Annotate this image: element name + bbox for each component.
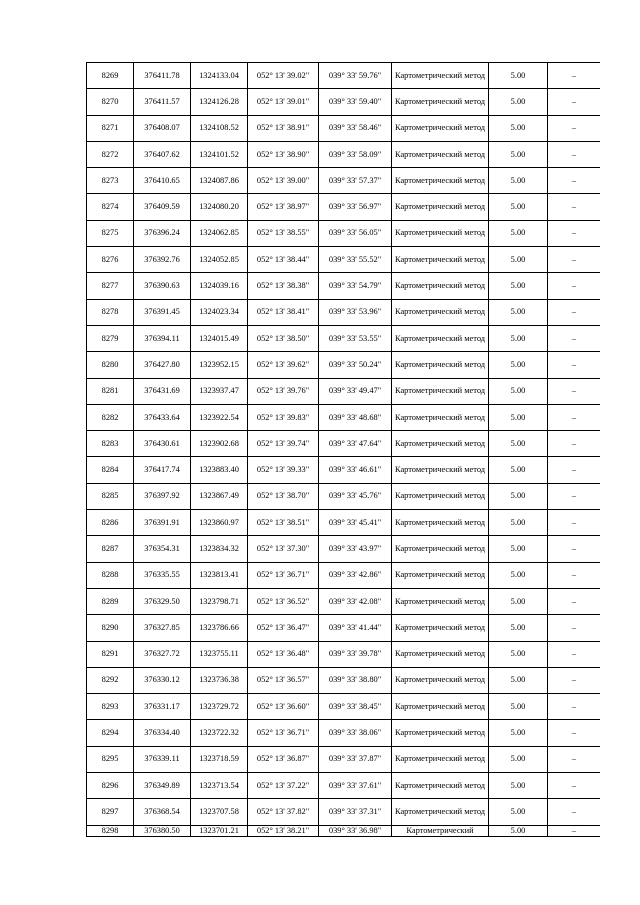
method-cell: Картометрический метод [392,615,489,641]
y-coordinate-cell: 1323718.59 [191,746,248,772]
note-cell: – [548,89,601,115]
longitude-cell: 039° 33' 45.76" [319,483,392,509]
y-coordinate-cell: 1324062.85 [191,220,248,246]
x-coordinate-cell: 376409.59 [134,194,191,220]
longitude-cell: 039° 33' 38.45" [319,694,392,720]
accuracy-cell: 5.00 [489,431,548,457]
y-coordinate-cell: 1324101.52 [191,141,248,167]
point-number-cell: 8273 [87,168,134,194]
point-number-cell: 8276 [87,247,134,273]
note-cell: – [548,588,601,614]
note-cell: – [548,483,601,509]
point-number-cell: 8283 [87,431,134,457]
table-row [87,89,601,115]
accuracy-cell: 5.00 [489,378,548,404]
latitude-cell: 052° 13' 36.48" [248,641,319,667]
table-row [87,483,601,509]
x-coordinate-cell: 376411.57 [134,89,191,115]
y-coordinate-cell: 1323867.49 [191,483,248,509]
longitude-cell: 039° 33' 47.64" [319,431,392,457]
x-coordinate-cell: 376430.61 [134,431,191,457]
method-cell: Картометрический метод [392,720,489,746]
table-row [87,168,601,194]
y-coordinate-cell: 1323834.32 [191,536,248,562]
y-coordinate-cell: 1323860.97 [191,510,248,536]
y-coordinate-cell: 1323729.72 [191,694,248,720]
longitude-cell: 039° 33' 54.79" [319,273,392,299]
longitude-cell: 039° 33' 45.41" [319,510,392,536]
table-row [87,588,601,614]
latitude-cell: 052° 13' 39.33" [248,457,319,483]
point-number-cell: 8277 [87,273,134,299]
latitude-cell: 052° 13' 36.87" [248,746,319,772]
y-coordinate-cell: 1324023.34 [191,299,248,325]
accuracy-cell: 5.00 [489,510,548,536]
table-row [87,510,601,536]
y-coordinate-cell: 1323952.15 [191,352,248,378]
accuracy-cell: 5.00 [489,89,548,115]
latitude-cell: 052° 13' 37.22" [248,773,319,799]
point-number-cell: 8298 [87,825,134,836]
accuracy-cell: 5.00 [489,536,548,562]
method-cell: Картометрический метод [392,115,489,141]
table-row [87,457,601,483]
point-number-cell: 8284 [87,457,134,483]
longitude-cell: 039° 33' 37.87" [319,746,392,772]
method-cell: Картометрический метод [392,378,489,404]
note-cell: – [548,247,601,273]
table-row [87,536,601,562]
note-cell: – [548,510,601,536]
table-row [87,641,601,667]
latitude-cell: 052° 13' 38.55" [248,220,319,246]
y-coordinate-cell: 1323722.32 [191,720,248,746]
x-coordinate-cell: 376327.72 [134,641,191,667]
y-coordinate-cell: 1323755.11 [191,641,248,667]
note-cell: – [548,115,601,141]
longitude-cell: 039° 33' 42.86" [319,562,392,588]
method-cell: Картометрический метод [392,299,489,325]
latitude-cell: 052° 13' 37.30" [248,536,319,562]
note-cell: – [548,220,601,246]
y-coordinate-cell: 1323902.68 [191,431,248,457]
table-row [87,667,601,693]
table-row [87,352,601,378]
accuracy-cell: 5.00 [489,247,548,273]
y-coordinate-cell: 1323798.71 [191,588,248,614]
table-row [87,299,601,325]
table-row [87,825,601,836]
table-row [87,220,601,246]
longitude-cell: 039° 33' 53.96" [319,299,392,325]
note-cell: – [548,615,601,641]
y-coordinate-cell: 1323707.58 [191,799,248,825]
x-coordinate-cell: 376408.07 [134,115,191,141]
latitude-cell: 052° 13' 36.47" [248,615,319,641]
latitude-cell: 052° 13' 39.62" [248,352,319,378]
latitude-cell: 052° 13' 36.52" [248,588,319,614]
method-cell: Картометрический метод [392,667,489,693]
method-cell: Картометрический метод [392,588,489,614]
point-number-cell: 8270 [87,89,134,115]
longitude-cell: 039° 33' 59.40" [319,89,392,115]
note-cell: – [548,404,601,430]
point-number-cell: 8285 [87,483,134,509]
x-coordinate-cell: 376334.40 [134,720,191,746]
longitude-cell: 039° 33' 38.80" [319,667,392,693]
latitude-cell: 052° 13' 38.91" [248,115,319,141]
y-coordinate-cell: 1324087.86 [191,168,248,194]
point-number-cell: 8269 [87,63,134,89]
longitude-cell: 039° 33' 46.61" [319,457,392,483]
longitude-cell: 039° 33' 41.44" [319,615,392,641]
x-coordinate-cell: 376396.24 [134,220,191,246]
note-cell: – [548,194,601,220]
latitude-cell: 052° 13' 38.70" [248,483,319,509]
note-cell: – [548,746,601,772]
note-cell: – [548,63,601,89]
table-row [87,615,601,641]
longitude-cell: 039° 33' 49.47" [319,378,392,404]
point-number-cell: 8280 [87,352,134,378]
x-coordinate-cell: 376349.89 [134,773,191,799]
y-coordinate-cell: 1324039.16 [191,273,248,299]
y-coordinate-cell: 1323937.47 [191,378,248,404]
accuracy-cell: 5.00 [489,773,548,799]
x-coordinate-cell: 376392.76 [134,247,191,273]
x-coordinate-cell: 376427.80 [134,352,191,378]
note-cell: – [548,141,601,167]
x-coordinate-cell: 376330.12 [134,667,191,693]
latitude-cell: 052° 13' 38.21" [248,825,319,836]
method-cell: Картометрический метод [392,89,489,115]
method-cell: Картометрический метод [392,746,489,772]
x-coordinate-cell: 376411.78 [134,63,191,89]
longitude-cell: 039° 33' 39.78" [319,641,392,667]
latitude-cell: 052° 13' 37.82" [248,799,319,825]
x-coordinate-cell: 376327.85 [134,615,191,641]
table-row [87,799,601,825]
point-number-cell: 8272 [87,141,134,167]
accuracy-cell: 5.00 [489,588,548,614]
y-coordinate-cell: 1324126.28 [191,89,248,115]
method-cell: Картометрический метод [392,194,489,220]
accuracy-cell: 5.00 [489,273,548,299]
x-coordinate-cell: 376331.17 [134,694,191,720]
latitude-cell: 052° 13' 39.00" [248,168,319,194]
x-coordinate-cell: 376394.11 [134,325,191,351]
accuracy-cell: 5.00 [489,483,548,509]
latitude-cell: 052° 13' 38.90" [248,141,319,167]
y-coordinate-cell: 1323922.54 [191,404,248,430]
x-coordinate-cell: 376335.55 [134,562,191,588]
longitude-cell: 039° 33' 59.76" [319,63,392,89]
longitude-cell: 039° 33' 50.24" [319,352,392,378]
longitude-cell: 039° 33' 57.37" [319,168,392,194]
longitude-cell: 039° 33' 38.06" [319,720,392,746]
accuracy-cell: 5.00 [489,325,548,351]
latitude-cell: 052° 13' 39.76" [248,378,319,404]
longitude-cell: 039° 33' 37.61" [319,773,392,799]
point-number-cell: 8290 [87,615,134,641]
method-cell: Картометрический метод [392,536,489,562]
method-cell: Картометрический метод [392,562,489,588]
y-coordinate-cell: 1323786.66 [191,615,248,641]
note-cell: – [548,536,601,562]
longitude-cell: 039° 33' 36.98" [319,825,392,836]
accuracy-cell: 5.00 [489,694,548,720]
point-number-cell: 8297 [87,799,134,825]
coordinates-table [86,62,600,837]
note-cell: – [548,667,601,693]
latitude-cell: 052° 13' 39.01" [248,89,319,115]
longitude-cell: 039° 33' 42.08" [319,588,392,614]
latitude-cell: 052° 13' 36.71" [248,562,319,588]
table-row [87,273,601,299]
table-row [87,63,601,89]
table-row [87,746,601,772]
x-coordinate-cell: 376417.74 [134,457,191,483]
table-row [87,720,601,746]
note-cell: – [548,720,601,746]
point-number-cell: 8292 [87,667,134,693]
x-coordinate-cell: 376391.91 [134,510,191,536]
accuracy-cell: 5.00 [489,457,548,483]
longitude-cell: 039° 33' 53.55" [319,325,392,351]
latitude-cell: 052° 13' 39.02" [248,63,319,89]
accuracy-cell: 5.00 [489,352,548,378]
method-cell: Картометрический метод [392,457,489,483]
accuracy-cell: 5.00 [489,194,548,220]
accuracy-cell: 5.00 [489,720,548,746]
point-number-cell: 8288 [87,562,134,588]
y-coordinate-cell: 1324108.52 [191,115,248,141]
accuracy-cell: 5.00 [489,404,548,430]
point-number-cell: 8286 [87,510,134,536]
x-coordinate-cell: 376431.69 [134,378,191,404]
point-number-cell: 8274 [87,194,134,220]
x-coordinate-cell: 376433.64 [134,404,191,430]
point-number-cell: 8291 [87,641,134,667]
note-cell: – [548,773,601,799]
accuracy-cell: 5.00 [489,799,548,825]
point-number-cell: 8295 [87,746,134,772]
latitude-cell: 052° 13' 38.51" [248,510,319,536]
method-cell: Картометрический метод [392,325,489,351]
longitude-cell: 039° 33' 55.52" [319,247,392,273]
accuracy-cell: 5.00 [489,825,548,836]
x-coordinate-cell: 376390.63 [134,273,191,299]
table-row [87,378,601,404]
accuracy-cell: 5.00 [489,141,548,167]
latitude-cell: 052° 13' 39.74" [248,431,319,457]
y-coordinate-cell: 1323701.21 [191,825,248,836]
table-row [87,431,601,457]
y-coordinate-cell: 1323813.41 [191,562,248,588]
note-cell: – [548,825,601,836]
longitude-cell: 039° 33' 58.46" [319,115,392,141]
accuracy-cell: 5.00 [489,168,548,194]
table-row [87,115,601,141]
latitude-cell: 052° 13' 36.57" [248,667,319,693]
method-cell: Картометрический метод [392,483,489,509]
point-number-cell: 8275 [87,220,134,246]
method-cell: Картометрический метод [392,431,489,457]
y-coordinate-cell: 1324052.85 [191,247,248,273]
point-number-cell: 8281 [87,378,134,404]
method-cell: Картометрический метод [392,352,489,378]
y-coordinate-cell: 1323883.40 [191,457,248,483]
latitude-cell: 052° 13' 38.97" [248,194,319,220]
point-number-cell: 8287 [87,536,134,562]
y-coordinate-cell: 1323713.54 [191,773,248,799]
method-cell: Картометрический метод [392,273,489,299]
point-number-cell: 8279 [87,325,134,351]
table-row [87,562,601,588]
longitude-cell: 039° 33' 56.05" [319,220,392,246]
longitude-cell: 039° 33' 37.31" [319,799,392,825]
method-cell: Картометрический метод [392,141,489,167]
x-coordinate-cell: 376397.92 [134,483,191,509]
method-cell: Картометрический [392,825,489,836]
x-coordinate-cell: 376368.54 [134,799,191,825]
latitude-cell: 052° 13' 38.38" [248,273,319,299]
note-cell: – [548,325,601,351]
table-row [87,141,601,167]
y-coordinate-cell: 1323736.38 [191,667,248,693]
x-coordinate-cell: 376329.50 [134,588,191,614]
note-cell: – [548,378,601,404]
method-cell: Картометрический метод [392,247,489,273]
longitude-cell: 039° 33' 43.97" [319,536,392,562]
note-cell: – [548,641,601,667]
y-coordinate-cell: 1324080.20 [191,194,248,220]
method-cell: Картометрический метод [392,220,489,246]
note-cell: – [548,352,601,378]
x-coordinate-cell: 376354.31 [134,536,191,562]
table-row [87,694,601,720]
note-cell: – [548,562,601,588]
x-coordinate-cell: 376380.50 [134,825,191,836]
point-number-cell: 8289 [87,588,134,614]
table-row [87,247,601,273]
method-cell: Картометрический метод [392,773,489,799]
point-number-cell: 8282 [87,404,134,430]
longitude-cell: 039° 33' 58.09" [319,141,392,167]
latitude-cell: 052° 13' 38.50" [248,325,319,351]
x-coordinate-cell: 376410.65 [134,168,191,194]
coordinates-table-container [86,62,600,837]
longitude-cell: 039° 33' 48.68" [319,404,392,430]
point-number-cell: 8278 [87,299,134,325]
longitude-cell: 039° 33' 56.97" [319,194,392,220]
note-cell: – [548,799,601,825]
note-cell: – [548,694,601,720]
note-cell: – [548,457,601,483]
latitude-cell: 052° 13' 38.41" [248,299,319,325]
table-body [87,63,601,837]
accuracy-cell: 5.00 [489,667,548,693]
latitude-cell: 052° 13' 36.71" [248,720,319,746]
method-cell: Картометрический метод [392,694,489,720]
x-coordinate-cell: 376339.11 [134,746,191,772]
point-number-cell: 8294 [87,720,134,746]
accuracy-cell: 5.00 [489,746,548,772]
accuracy-cell: 5.00 [489,299,548,325]
point-number-cell: 8293 [87,694,134,720]
latitude-cell: 052° 13' 38.44" [248,247,319,273]
x-coordinate-cell: 376391.45 [134,299,191,325]
method-cell: Картометрический метод [392,641,489,667]
accuracy-cell: 5.00 [489,63,548,89]
latitude-cell: 052° 13' 39.83" [248,404,319,430]
accuracy-cell: 5.00 [489,641,548,667]
y-coordinate-cell: 1324015.49 [191,325,248,351]
note-cell: – [548,273,601,299]
table-row [87,404,601,430]
note-cell: – [548,431,601,457]
note-cell: – [548,168,601,194]
method-cell: Картометрический метод [392,799,489,825]
accuracy-cell: 5.00 [489,562,548,588]
method-cell: Картометрический метод [392,168,489,194]
y-coordinate-cell: 1324133.04 [191,63,248,89]
method-cell: Картометрический метод [392,510,489,536]
point-number-cell: 8296 [87,773,134,799]
accuracy-cell: 5.00 [489,615,548,641]
note-cell: – [548,299,601,325]
x-coordinate-cell: 376407.62 [134,141,191,167]
table-row [87,194,601,220]
table-row [87,773,601,799]
accuracy-cell: 5.00 [489,220,548,246]
latitude-cell: 052° 13' 36.60" [248,694,319,720]
accuracy-cell: 5.00 [489,115,548,141]
table-row [87,325,601,351]
point-number-cell: 8271 [87,115,134,141]
method-cell: Картометрический метод [392,63,489,89]
method-cell: Картометрический метод [392,404,489,430]
